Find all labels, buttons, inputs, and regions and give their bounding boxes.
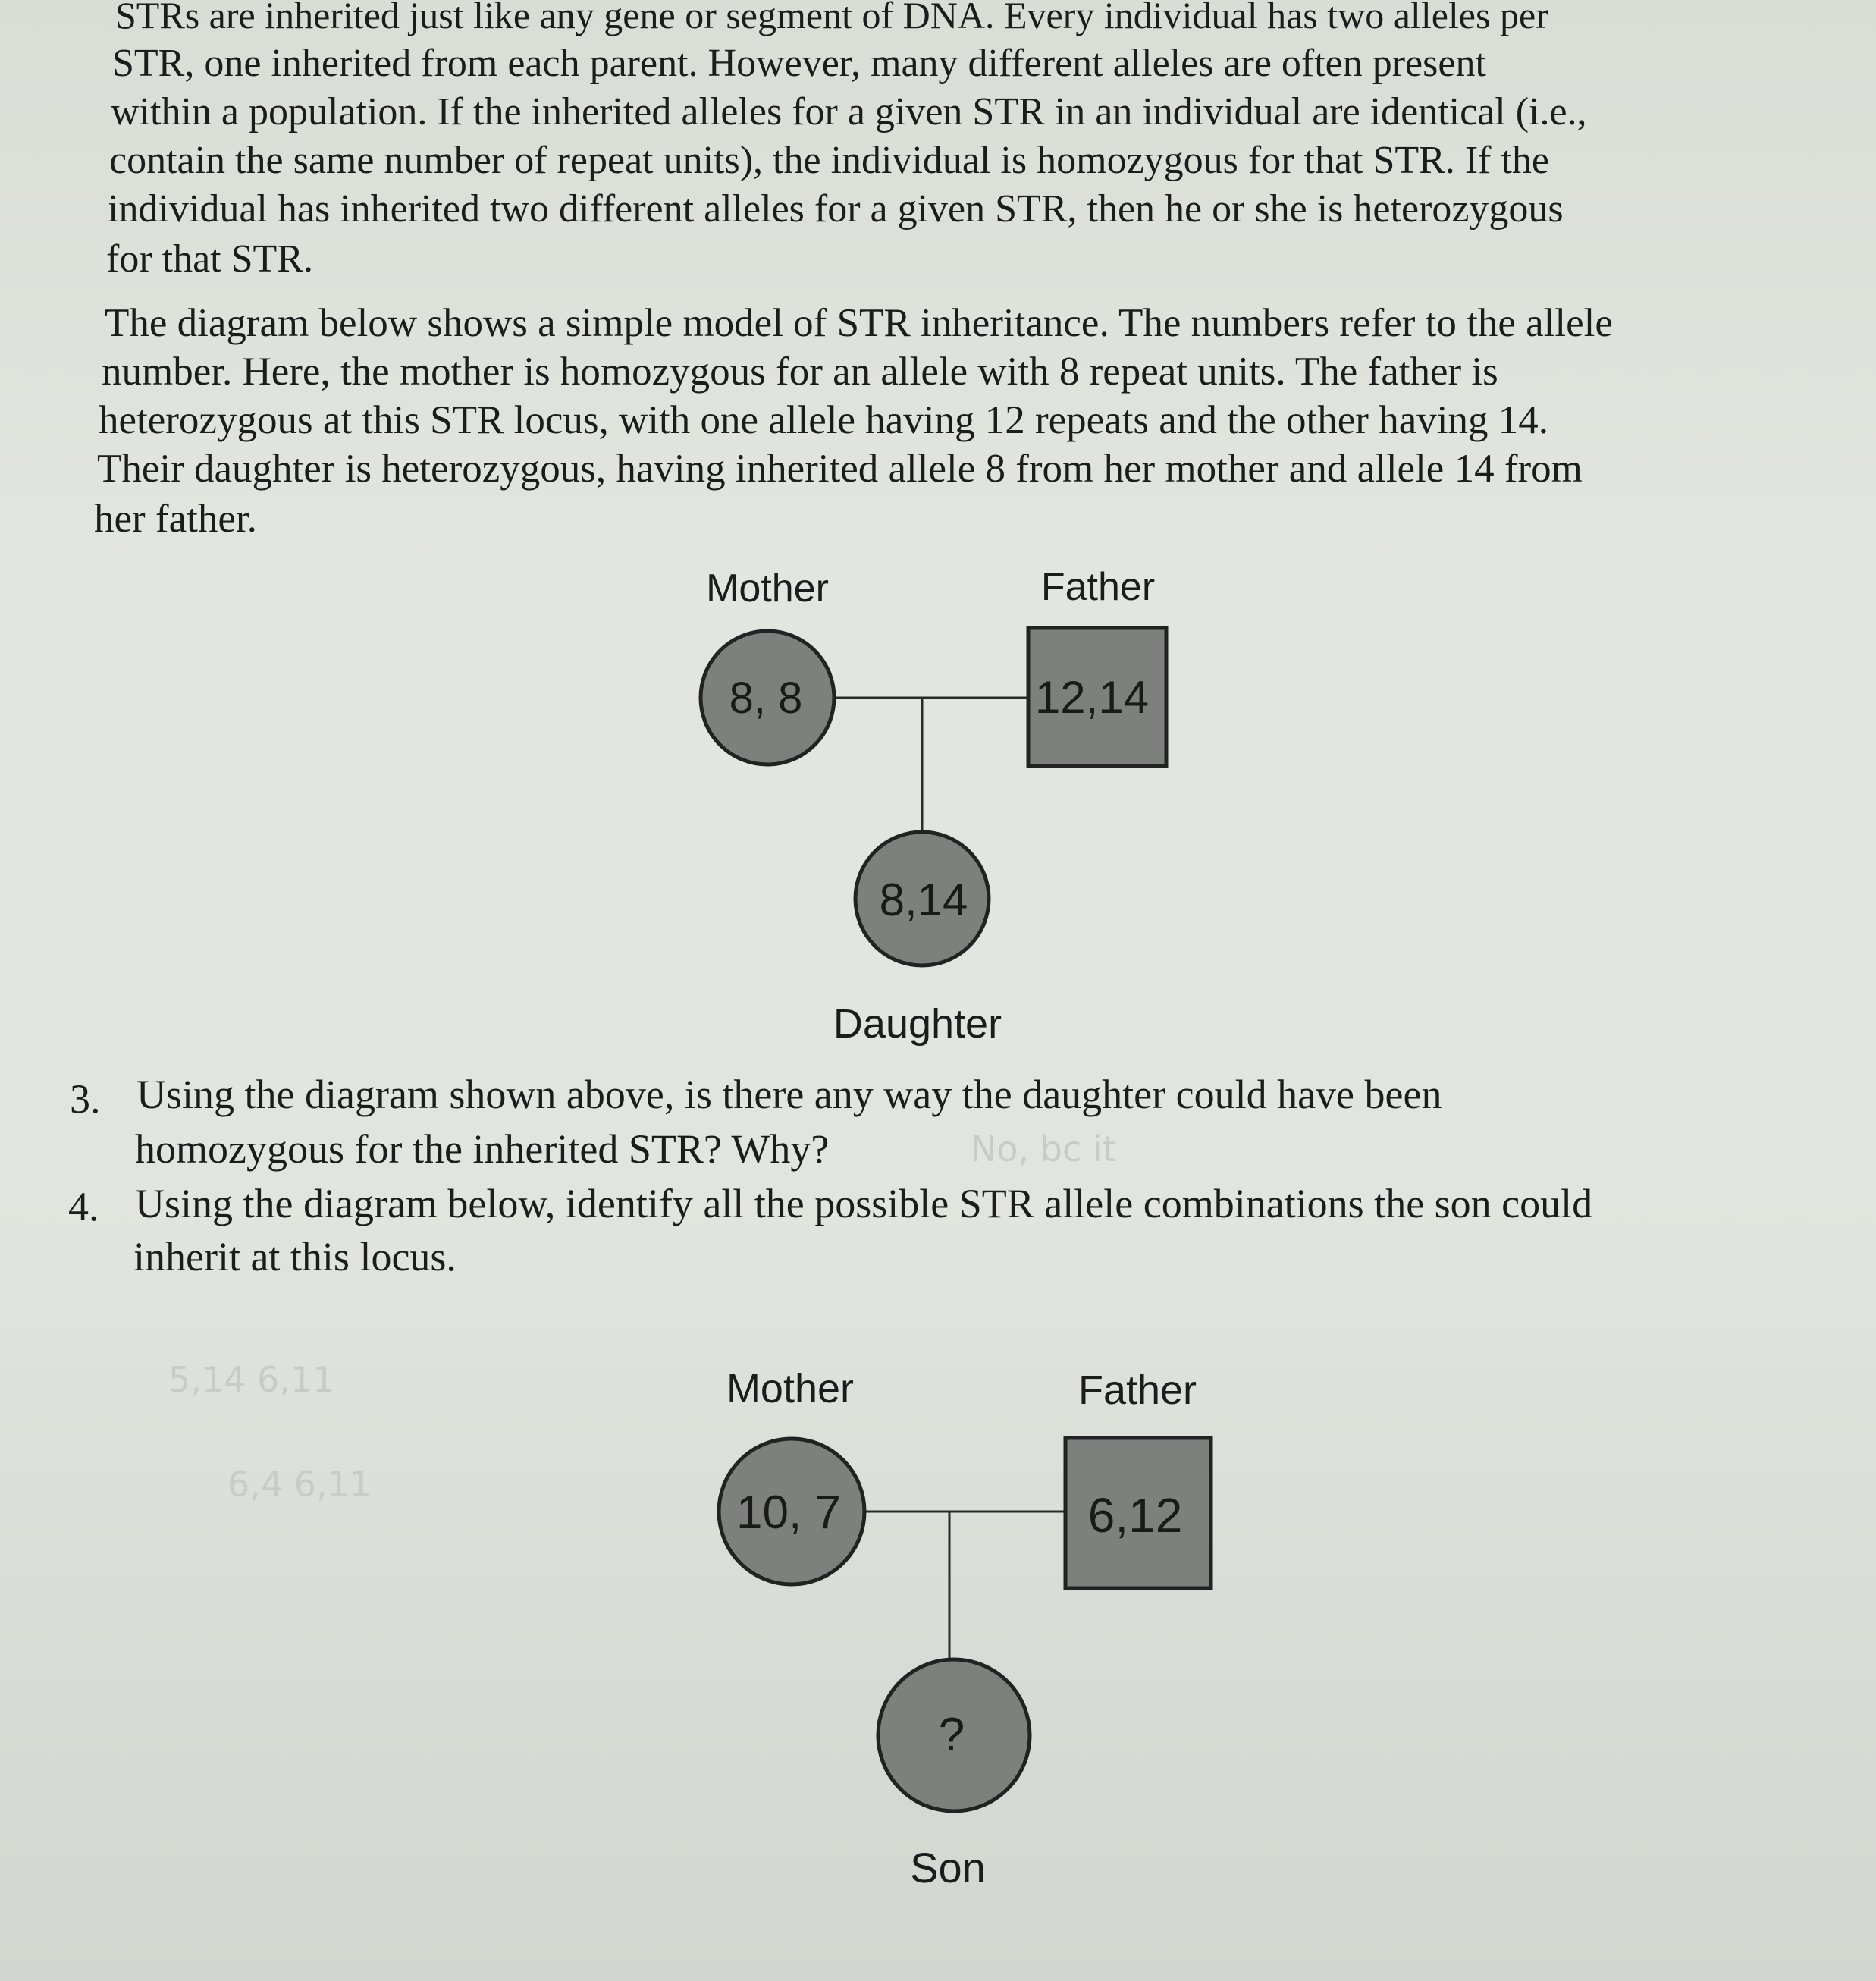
- daughter-alleles: 8,14: [879, 874, 968, 925]
- paragraph-2-line: The diagram below shows a simple model of STR inheritance. The numbers refer to the allele: [105, 301, 1613, 345]
- handwritten-note-2: 6,4 6,11: [227, 1464, 372, 1505]
- paragraph-1-line: individual has inherited two different alleles for a given STR, then he or she is heterozygous: [108, 187, 1564, 231]
- pedigree-diagram-2: [0, 1289, 1876, 1981]
- paragraph-1-line: for that STR.: [106, 237, 313, 281]
- handwritten-note-1: 5,14 6,11: [168, 1359, 335, 1400]
- question-4-line-1: Using the diagram below, identify all the possible STR allele combinations the son could: [135, 1181, 1593, 1226]
- mother-alleles: 8, 8: [729, 673, 803, 723]
- son-label: Son: [910, 1844, 986, 1892]
- question-4-line-2: inherit at this locus.: [133, 1234, 456, 1279]
- handwritten-answer-q3: No, bc it: [971, 1129, 1116, 1169]
- question-4-number: 4.: [68, 1184, 99, 1229]
- father-alleles: 6,12: [1087, 1488, 1183, 1543]
- paragraph-2-line: heterozygous at this STR locus, with one allele having 12 repeats and the other having 14.: [99, 398, 1548, 442]
- father-label: Father: [1040, 565, 1156, 609]
- mother-alleles: 10, 7: [736, 1487, 841, 1539]
- paragraph-1-line: STR, one inherited from each parent. However, many different alleles are often present: [112, 42, 1486, 85]
- paragraph-1-line: within a population. If the inherited alleles for a given STR in an individual are identical (i.e.,: [111, 90, 1587, 133]
- question-3-line-2: homozygous for the inherited STR? Why?: [135, 1126, 830, 1172]
- paragraph-2-line: Their daughter is heterozygous, having inherited allele 8 from her mother and allele 14 from: [97, 447, 1583, 491]
- mother-label: Mother: [726, 1366, 855, 1411]
- question-3-line-1: Using the diagram shown above, is there any way the daughter could have been: [136, 1072, 1442, 1117]
- son-alleles: ?: [938, 1709, 965, 1761]
- mother-label: Mother: [706, 567, 829, 611]
- daughter-label: Daughter: [833, 1001, 1002, 1047]
- paragraph-1-line: STRs are inherited just like any gene or segment of DNA. Every individual has two alleles per: [115, 0, 1548, 36]
- paragraph-2-line: her father.: [94, 497, 257, 541]
- question-3-number: 3.: [70, 1076, 101, 1122]
- paragraph-2-line: number. Here, the mother is homozygous for an allele with 8 repeat units. The father is: [102, 350, 1498, 394]
- father-alleles: 12,14: [1034, 672, 1150, 723]
- father-label: Father: [1078, 1367, 1197, 1413]
- paragraph-1-line: contain the same number of repeat units), the individual is homozygous for that STR. If the: [109, 139, 1550, 182]
